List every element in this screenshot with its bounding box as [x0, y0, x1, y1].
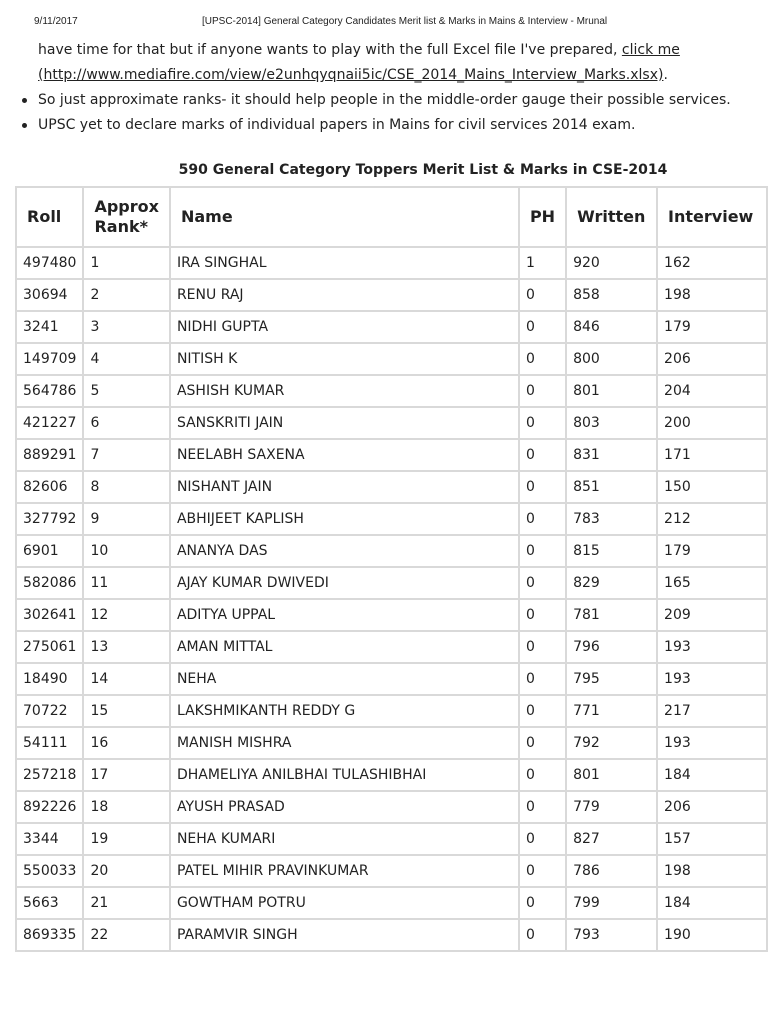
cell-name: NEELABH SAXENA: [170, 439, 519, 471]
col-header-name: Name: [170, 187, 519, 247]
cell-interview: 198: [657, 855, 767, 887]
cell-written: 815: [566, 535, 657, 567]
cell-interview: 206: [657, 343, 767, 375]
col-header-interview: Interview: [657, 187, 767, 247]
cell-roll: 889291: [16, 439, 83, 471]
cell-written: 803: [566, 407, 657, 439]
col-header-rank-line2: Rank*: [94, 217, 148, 236]
cell-name: ASHISH KUMAR: [170, 375, 519, 407]
cell-written: 827: [566, 823, 657, 855]
cell-name: NISHANT JAIN: [170, 471, 519, 503]
table-row: [16, 823, 767, 855]
cell-ph: 0: [519, 727, 566, 759]
table-row: [16, 759, 767, 791]
cell-interview: 162: [657, 247, 767, 279]
cell-rank: 7: [83, 439, 170, 471]
print-date: 9/11/2017: [34, 16, 78, 27]
print-header: [0, 14, 768, 30]
cell-written: 783: [566, 503, 657, 535]
cell-written: 786: [566, 855, 657, 887]
cell-roll: 892226: [16, 791, 83, 823]
cell-interview: 217: [657, 695, 767, 727]
cell-rank: 22: [83, 919, 170, 951]
table-row: [16, 279, 767, 311]
cell-roll: 275061: [16, 631, 83, 663]
cell-name: AJAY KUMAR DWIVEDI: [170, 567, 519, 599]
cell-ph: 0: [519, 759, 566, 791]
cell-ph: 0: [519, 631, 566, 663]
cell-interview: 193: [657, 631, 767, 663]
cell-ph: 0: [519, 407, 566, 439]
cell-ph: 0: [519, 919, 566, 951]
cell-roll: 257218: [16, 759, 83, 791]
intro-link-suffix: .: [663, 67, 668, 83]
table-row: [16, 535, 767, 567]
cell-written: 858: [566, 279, 657, 311]
cell-name: AMAN MITTAL: [170, 631, 519, 663]
cell-written: 799: [566, 887, 657, 919]
cell-name: PATEL MIHIR PRAVINKUMAR: [170, 855, 519, 887]
cell-name: GOWTHAM POTRU: [170, 887, 519, 919]
table-row: [16, 311, 767, 343]
cell-written: 796: [566, 631, 657, 663]
cell-roll: 497480: [16, 247, 83, 279]
cell-ph: 0: [519, 535, 566, 567]
col-header-rank-line1: Approx: [94, 197, 159, 216]
cell-rank: 15: [83, 695, 170, 727]
cell-roll: 30694: [16, 279, 83, 311]
cell-written: 801: [566, 759, 657, 791]
table-row: [16, 567, 767, 599]
cell-name: NITISH K: [170, 343, 519, 375]
cell-ph: 0: [519, 567, 566, 599]
cell-interview: 193: [657, 727, 767, 759]
cell-name: IRA SINGHAL: [170, 247, 519, 279]
table-body: [16, 247, 767, 951]
cell-rank: 17: [83, 759, 170, 791]
table-row: [16, 887, 767, 919]
cell-name: MANISH MISHRA: [170, 727, 519, 759]
cell-interview: 165: [657, 567, 767, 599]
cell-ph: 0: [519, 375, 566, 407]
cell-written: 781: [566, 599, 657, 631]
cell-interview: 184: [657, 887, 767, 919]
cell-ph: 0: [519, 855, 566, 887]
cell-name: NIDHI GUPTA: [170, 311, 519, 343]
col-header-ph: PH: [519, 187, 566, 247]
table-row: [16, 919, 767, 951]
cell-name: LAKSHMIKANTH REDDY G: [170, 695, 519, 727]
cell-rank: 10: [83, 535, 170, 567]
cell-roll: 70722: [16, 695, 83, 727]
table-row: [16, 631, 767, 663]
cell-rank: 16: [83, 727, 170, 759]
cell-name: NEHA KUMARI: [170, 823, 519, 855]
intro-paragraph: [38, 38, 758, 88]
cell-written: 771: [566, 695, 657, 727]
cell-rank: 18: [83, 791, 170, 823]
table-row: [16, 663, 767, 695]
table-row: [16, 407, 767, 439]
cell-roll: 18490: [16, 663, 83, 695]
cell-roll: 869335: [16, 919, 83, 951]
cell-name: PARAMVIR SINGH: [170, 919, 519, 951]
cell-roll: 149709: [16, 343, 83, 375]
cell-roll: 327792: [16, 503, 83, 535]
cell-rank: 5: [83, 375, 170, 407]
cell-rank: 6: [83, 407, 170, 439]
col-header-written: Written: [566, 187, 657, 247]
cell-interview: 179: [657, 311, 767, 343]
cell-interview: 171: [657, 439, 767, 471]
cell-written: 793: [566, 919, 657, 951]
cell-rank: 3: [83, 311, 170, 343]
cell-rank: 12: [83, 599, 170, 631]
cell-rank: 2: [83, 279, 170, 311]
cell-rank: 19: [83, 823, 170, 855]
click-me-link[interactable]: click me: [621, 42, 680, 58]
table-row: [16, 791, 767, 823]
note-marks-pending: UPSC yet to declare marks of individual papers in Mains for civil services 2014 exam.: [0, 113, 731, 138]
table-row: [16, 599, 767, 631]
cell-interview: 190: [657, 919, 767, 951]
table-row: [16, 471, 767, 503]
cell-ph: 0: [519, 599, 566, 631]
cell-interview: 198: [657, 279, 767, 311]
cell-name: ADITYA UPPAL: [170, 599, 519, 631]
cell-rank: 1: [83, 247, 170, 279]
table-row: [16, 439, 767, 471]
cell-rank: 8: [83, 471, 170, 503]
cell-ph: 0: [519, 695, 566, 727]
cell-interview: 184: [657, 759, 767, 791]
cell-rank: 13: [83, 631, 170, 663]
excel-file-link[interactable]: (http://www.mediafire.com/view/e2unhqyqnaii5ic/CSE_2014_Mains_Interview_Marks.xlsx): [38, 67, 664, 83]
cell-name: SANSKRITI JAIN: [170, 407, 519, 439]
cell-written: 831: [566, 439, 657, 471]
cell-name: DHAMELIYA ANILBHAI TULASHIBHAI: [170, 759, 519, 791]
cell-rank: 9: [83, 503, 170, 535]
col-header-roll: Roll: [16, 187, 83, 247]
cell-written: 851: [566, 471, 657, 503]
notes-list: [0, 88, 731, 138]
cell-rank: 20: [83, 855, 170, 887]
table-caption: 590 General Category Toppers Merit List & Marks in CSE-2014: [178, 162, 668, 178]
cell-ph: 0: [519, 343, 566, 375]
cell-ph: 0: [519, 791, 566, 823]
cell-ph: 0: [519, 279, 566, 311]
cell-ph: 0: [519, 503, 566, 535]
cell-written: 920: [566, 247, 657, 279]
cell-interview: 150: [657, 471, 767, 503]
cell-roll: 82606: [16, 471, 83, 503]
cell-written: 801: [566, 375, 657, 407]
cell-interview: 206: [657, 791, 767, 823]
cell-roll: 582086: [16, 567, 83, 599]
cell-name: ANANYA DAS: [170, 535, 519, 567]
cell-written: 829: [566, 567, 657, 599]
cell-rank: 11: [83, 567, 170, 599]
note-approx-ranks: So just approximate ranks- it should help people in the middle-order gauge their possible services.: [0, 88, 731, 113]
table-row: [16, 247, 767, 279]
cell-name: AYUSH PRASAD: [170, 791, 519, 823]
cell-roll: 6901: [16, 535, 83, 567]
cell-rank: 21: [83, 887, 170, 919]
cell-interview: 157: [657, 823, 767, 855]
cell-ph: 0: [519, 311, 566, 343]
cell-ph: 0: [519, 663, 566, 695]
cell-roll: 302641: [16, 599, 83, 631]
print-title: [UPSC-2014] General Category Candidates Merit list & Marks in Mains & Interview - Mrunal: [202, 16, 608, 27]
table-row: [16, 375, 767, 407]
cell-written: 800: [566, 343, 657, 375]
merit-list-table: [15, 186, 768, 952]
cell-roll: 550033: [16, 855, 83, 887]
cell-rank: 14: [83, 663, 170, 695]
col-header-rank: [83, 187, 170, 247]
cell-written: 792: [566, 727, 657, 759]
cell-written: 846: [566, 311, 657, 343]
cell-interview: 179: [657, 535, 767, 567]
cell-interview: 204: [657, 375, 767, 407]
cell-roll: 564786: [16, 375, 83, 407]
table-row: [16, 343, 767, 375]
cell-written: 779: [566, 791, 657, 823]
cell-name: NEHA: [170, 663, 519, 695]
cell-ph: 0: [519, 823, 566, 855]
cell-roll: 3344: [16, 823, 83, 855]
table-row: [16, 855, 767, 887]
cell-written: 795: [566, 663, 657, 695]
cell-interview: 212: [657, 503, 767, 535]
cell-roll: 54111: [16, 727, 83, 759]
intro-text: have time for that but if anyone wants to play with the full Excel file I've prepared,: [38, 42, 622, 58]
cell-interview: 209: [657, 599, 767, 631]
table-row: [16, 503, 767, 535]
cell-name: RENU RAJ: [170, 279, 519, 311]
table-row: [16, 727, 767, 759]
cell-ph: 0: [519, 887, 566, 919]
cell-ph: 0: [519, 471, 566, 503]
cell-ph: 1: [519, 247, 566, 279]
cell-ph: 0: [519, 439, 566, 471]
cell-rank: 4: [83, 343, 170, 375]
cell-roll: 3241: [16, 311, 83, 343]
cell-name: ABHIJEET KAPLISH: [170, 503, 519, 535]
table-header-row: [16, 187, 767, 247]
table-row: [16, 695, 767, 727]
cell-roll: 421227: [16, 407, 83, 439]
cell-interview: 200: [657, 407, 767, 439]
cell-roll: 5663: [16, 887, 83, 919]
cell-interview: 193: [657, 663, 767, 695]
